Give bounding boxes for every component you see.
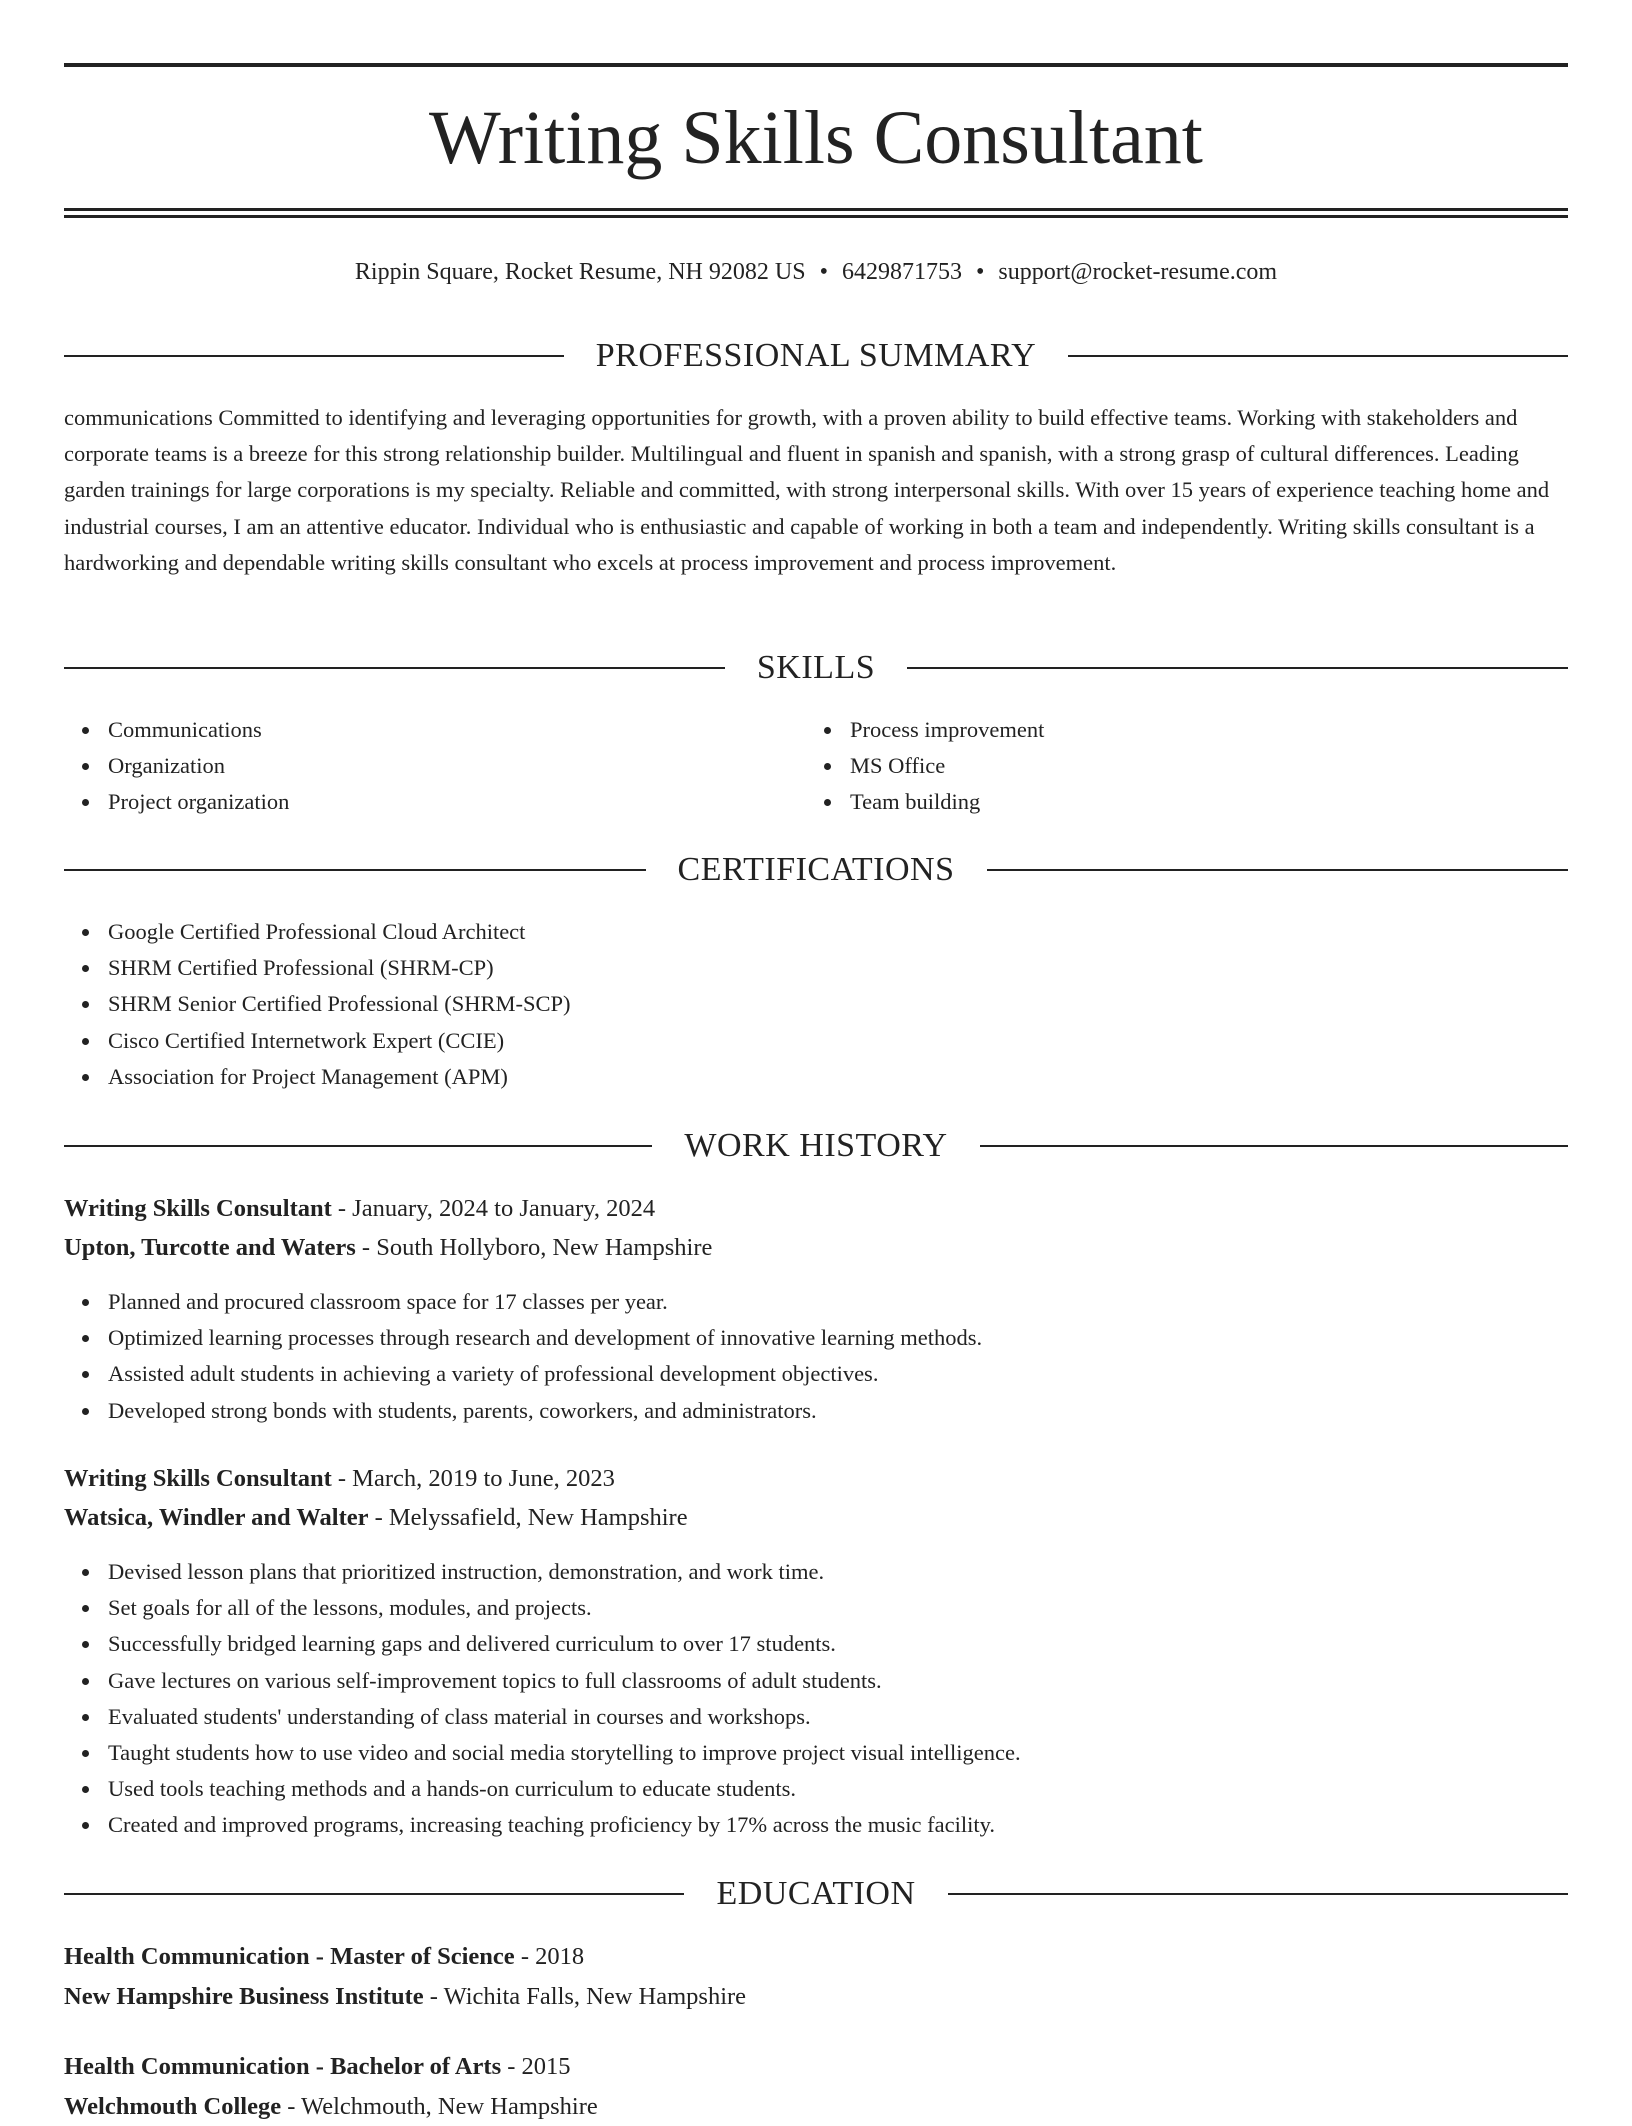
heading-rule [1068,355,1568,357]
job-bullet: Developed strong bonds with students, parents, coworkers, and administrators. [108,1393,982,1429]
section-title: EDUCATION [716,1875,916,1912]
education-degree-line [64,2048,571,2086]
education-degree-line [64,1938,584,1976]
job-bullet: Taught students how to use video and social media storytelling to improve project visual intelligence. [108,1735,1021,1771]
heading-rule [987,869,1569,871]
job-bullet: Gave lectures on various self-improvement topics to full classrooms of adult students. [108,1663,1021,1699]
education-degree: Health Communication - Bachelor of Arts [64,2053,502,2080]
job-location: - Melyssafield, New Hampshire [368,1504,688,1531]
job-title: Writing Skills Consultant [64,1465,332,1492]
heading-rule [64,355,564,357]
certification-item: Cisco Certified Internetwork Expert (CCIE) [108,1023,571,1059]
skill-item: Team building [850,784,1044,820]
job-company-line [64,1499,688,1537]
job-bullet: Devised lesson plans that prioritized instruction, demonstration, and work time. [108,1554,1021,1590]
certification-item: SHRM Senior Certified Professional (SHRM-SCP) [108,986,571,1022]
job-bullet: Successfully bridged learning gaps and delivered curriculum to over 17 students. [108,1626,1021,1662]
skills-list-right [806,712,1044,821]
section-heading-education [64,1872,1568,1916]
title-double-rule [64,208,1568,218]
job-location: - South Hollyboro, New Hampshire [355,1234,713,1261]
top-rule [64,63,1568,67]
education-location: - Welchmouth, New Hampshire [281,2093,598,2120]
education-year: - 2018 [514,1943,585,1970]
education-year: - 2015 [501,2053,571,2080]
heading-rule [980,1145,1568,1147]
job-company: Watsica, Windler and Walter [64,1504,369,1531]
education-school: Welchmouth College [64,2093,282,2120]
heading-rule [907,667,1568,669]
education-school-line [64,1978,746,2016]
summary-text: communications Committed to identifying and leveraging opportunities for growth, with a proven ability to build effective teams. Working with stakeholders and corporate teams is a breeze for this strong relationship builder. Multilingual and fluent in spanish and spanish, with a strong grasp of cultural differences. Leading garden trainings for large corporations is my specialty. Reliable and committed, with strong interpersonal skills. With over 15 years of experience teaching home and industrial courses, I am an attentive educator. Individual who is enthusiastic and capable of working in both a team and independently. Writing skills consultant is a hardworking and dependable writing skills consultant who excels at process improvement and process improvement. [64,405,1550,575]
section-title: PROFESSIONAL SUMMARY [595,337,1037,374]
skills-list-left [64,712,289,821]
contact-line [64,252,1568,292]
heading-rule [64,667,725,669]
skill-item: MS Office [850,748,1044,784]
skill-item: Process improvement [850,712,1044,748]
heading-rule [64,1145,652,1147]
certification-item: Google Certified Professional Cloud Architect [108,914,571,950]
contact-phone: 6429871753 [841,259,962,285]
section-title: WORK HISTORY [684,1127,948,1164]
job-dates: - January, 2024 to January, 2024 [331,1195,656,1222]
skill-item: Organization [108,748,289,784]
job-bullet: Created and improved programs, increasing teaching proficiency by 17% across the music facility. [108,1807,1021,1843]
contact-separator: • [819,259,828,285]
education-school-line [64,2088,598,2126]
skill-item: Communications [108,712,289,748]
section-title: SKILLS [756,649,876,686]
job-title-line [64,1190,655,1228]
job-bullet: Used tools teaching methods and a hands-on curriculum to educate students. [108,1771,1021,1807]
education-degree: Health Communication - Master of Science [64,1943,515,1970]
section-heading-summary [64,334,1568,378]
certifications-list [64,914,571,1095]
education-location: - Wichita Falls, New Hampshire [423,1983,747,2010]
job-bullet: Planned and procured classroom space for 17 classes per year. [108,1284,982,1320]
contact-separator: • [975,259,985,285]
education-school: New Hampshire Business Institute [64,1983,424,2010]
heading-rule [64,869,646,871]
contact-address: Rippin Square, Rocket Resume, NH 92082 US [354,259,806,285]
contact-email: support@rocket-resume.com [998,259,1278,285]
skill-item: Project organization [108,784,289,820]
section-heading-certifications [64,848,1568,892]
job-title: Writing Skills Consultant [64,1195,332,1222]
section-title: CERTIFICATIONS [677,851,955,888]
resume-title: Writing Skills Consultant [429,96,1203,180]
job-bullet: Set goals for all of the lessons, modules, and projects. [108,1590,1021,1626]
certification-item: Association for Project Management (APM) [108,1059,571,1095]
heading-rule [948,1893,1568,1895]
job-company-line [64,1229,712,1267]
job-bullet: Assisted adult students in achieving a variety of professional development objectives. [108,1356,982,1392]
job-dates: - March, 2019 to June, 2023 [331,1465,615,1492]
job-bullet: Evaluated students' understanding of class material in courses and workshops. [108,1699,1021,1735]
certification-item: SHRM Certified Professional (SHRM-CP) [108,950,571,986]
job-bullet: Optimized learning processes through research and development of innovative learning methods. [108,1320,982,1356]
section-heading-work-history [64,1124,1568,1168]
heading-rule [64,1893,684,1895]
job-company: Upton, Turcotte and Waters [64,1234,356,1261]
section-heading-skills [64,646,1568,690]
job-title-line [64,1460,615,1498]
job-bullets [64,1554,1021,1844]
job-bullets [64,1284,982,1429]
